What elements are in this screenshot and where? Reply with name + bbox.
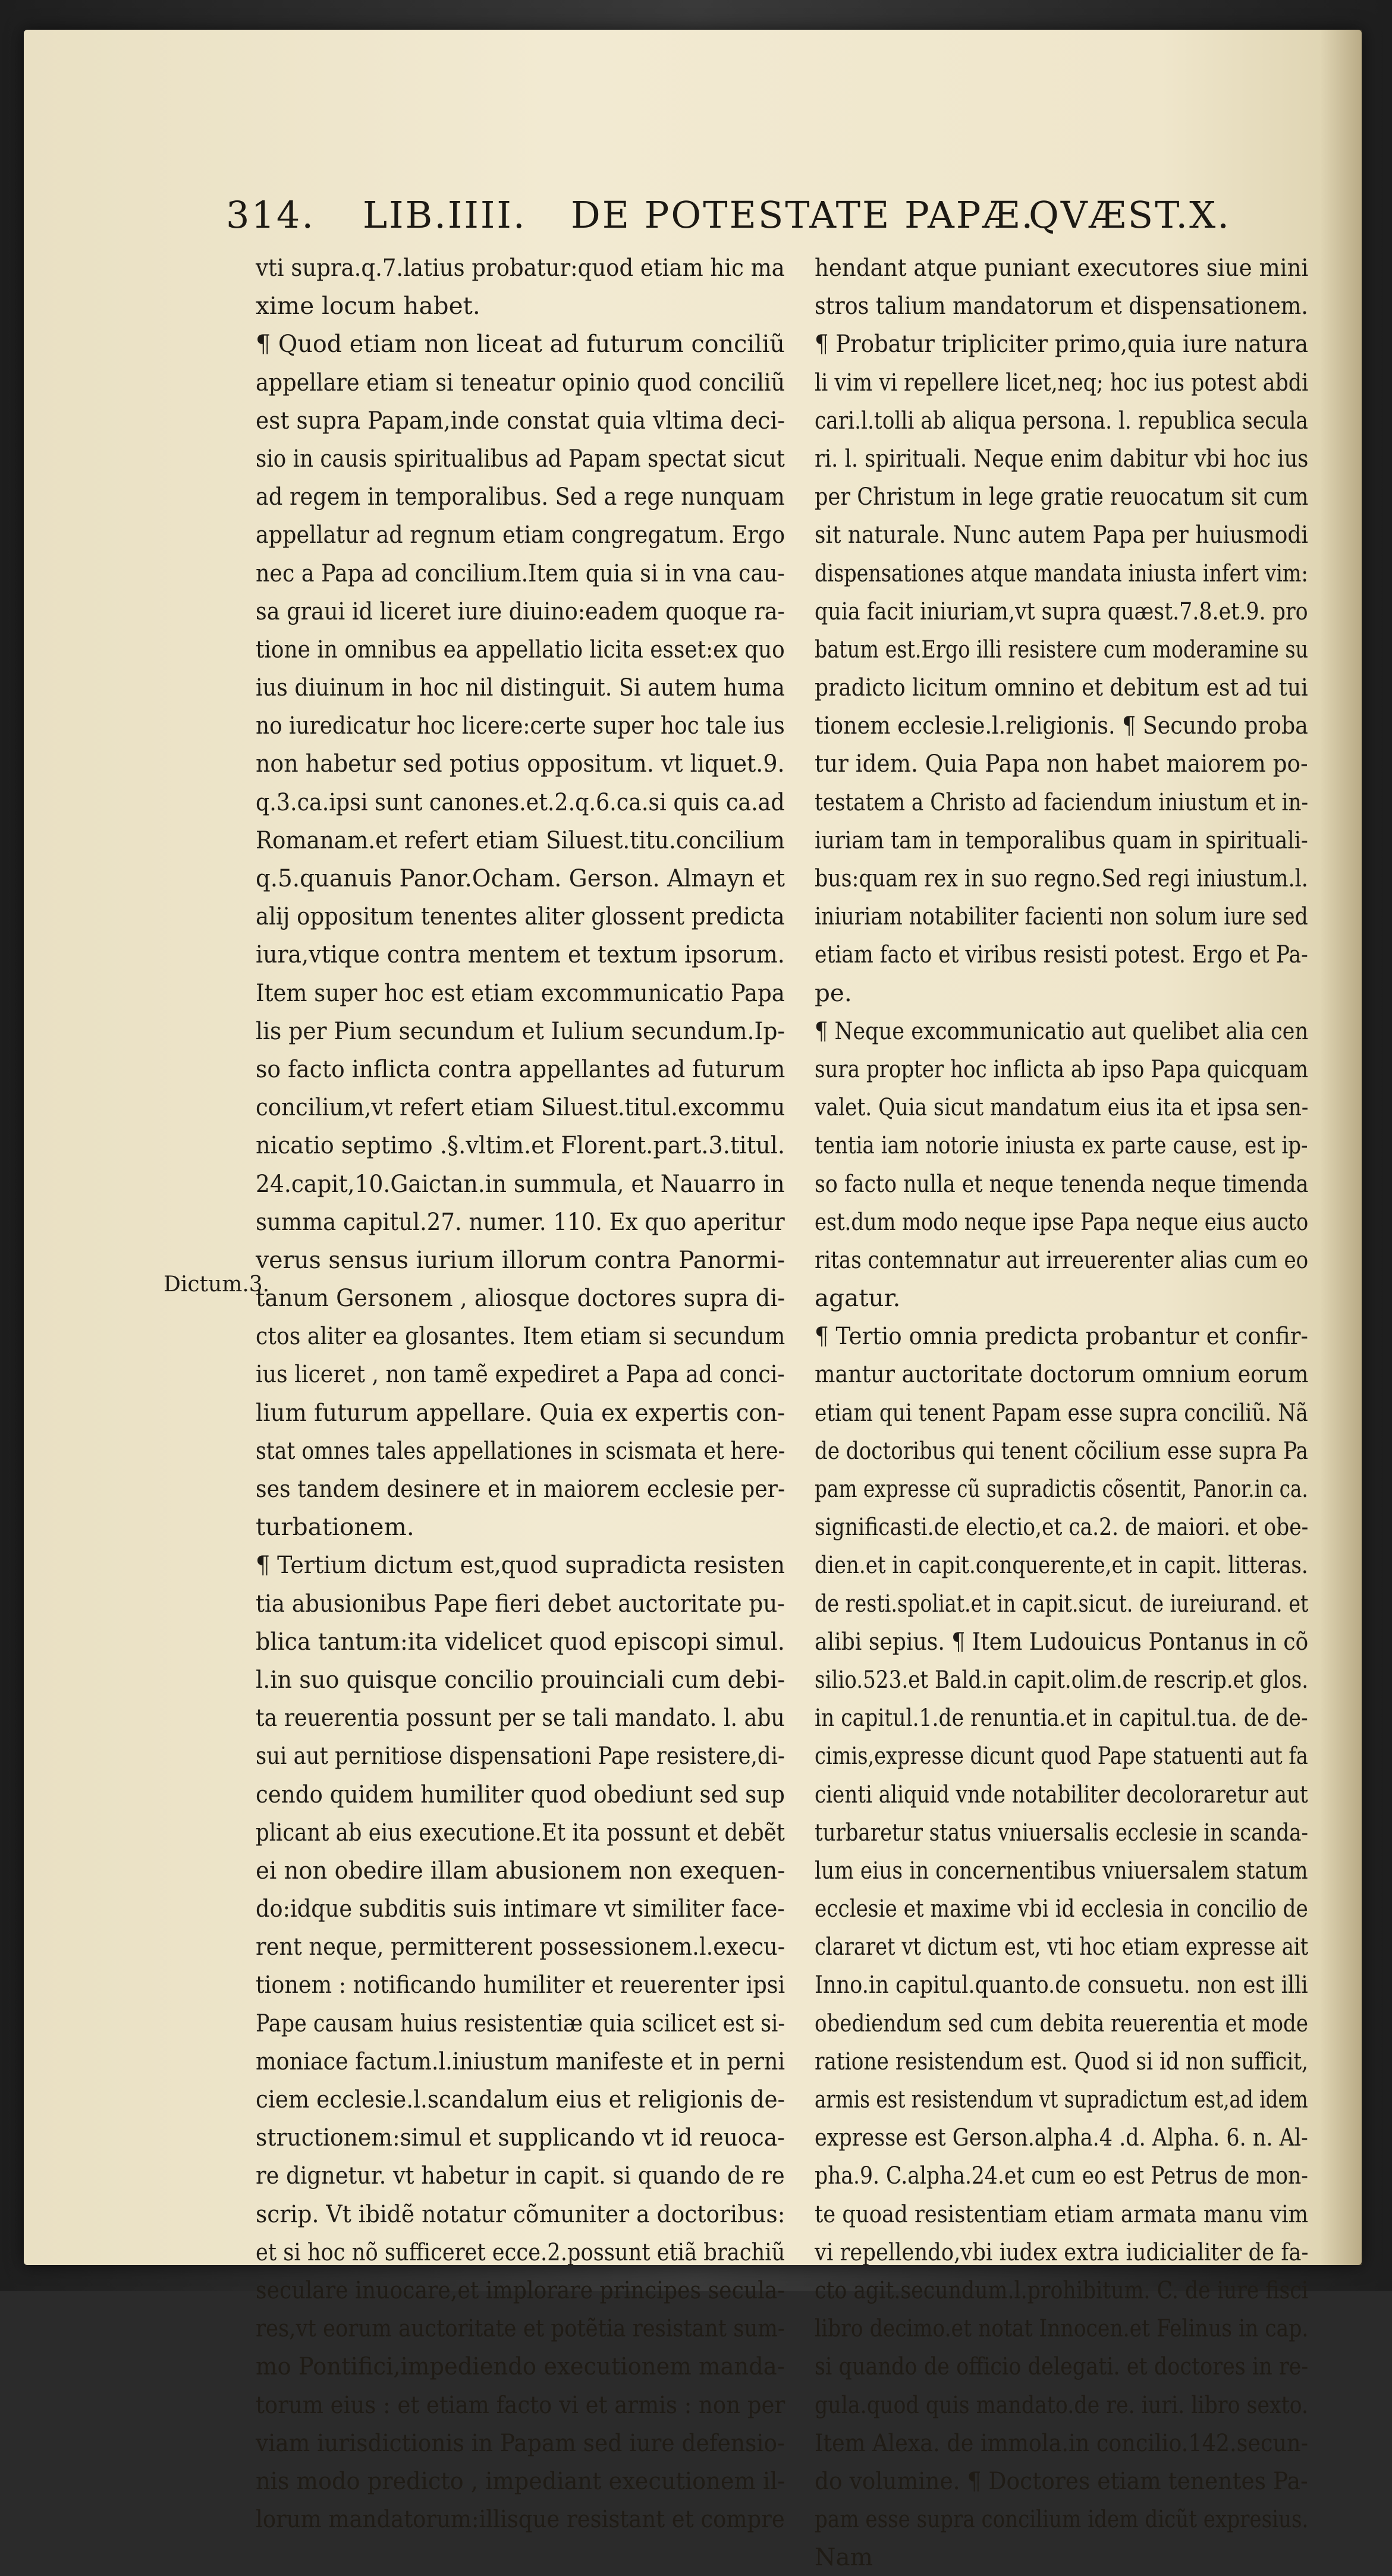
text-line: mantur auctoritate doctorum omnium eorum <box>815 1360 1309 1389</box>
text-line: sura propter hoc inflicta ab ipso Papa quicquam <box>815 1054 1308 1083</box>
text-line: structionem:simul et supplicando vt id reuoca- <box>256 2123 785 2152</box>
text-line: ei non obedire illam abusionem non exequen- <box>256 1855 785 1885</box>
running-title: DE POTESTATE PAPÆ. <box>571 193 1035 237</box>
text-line: ¶ Tertium dictum est,quod supradicta resisten <box>256 1550 785 1580</box>
text-line: iura,vtique contra mentem et textum ipsorum. <box>256 940 785 969</box>
text-line: expresse est Gerson.alpha.4 .d. Alpha. 6. n. Al- <box>815 2123 1308 2152</box>
text-line: gula.quod quis mandato.de re. iuri. libro sexto. <box>815 2390 1309 2419</box>
text-line: alibi sepius. ¶ Item Ludouicus Pontanus in cõ <box>815 1627 1309 1656</box>
text-line: ses tandem desinere et in maiorem ecclesie per- <box>256 1474 785 1503</box>
text-line: sit naturale. Nunc autem Papa per huiusmodi <box>815 520 1308 549</box>
text-line: ratione resistendum est. Quod si id non sufficit, <box>815 2046 1308 2075</box>
text-line: testatem a Christo ad faciendum iniustum et in- <box>815 787 1309 816</box>
text-line: appellare etiam si teneatur opinio quod conciliũ <box>256 367 785 397</box>
text-line: li vim vi repellere licet,neq; hoc ius potest abdi <box>815 367 1309 397</box>
text-line: do volumine. ¶ Doctores etiam tenentes Pa- <box>815 2466 1308 2495</box>
text-line: seculare inuocare,et implorare principes secula- <box>256 2275 785 2304</box>
text-line: sui aut pernitiose dispensationi Pape resistere,di- <box>256 1741 785 1770</box>
text-line: sio in causis spiritualibus ad Papam spectat sicut <box>256 444 785 473</box>
text-line: Inno.in capitul.quanto.de consuetu. non est illi <box>815 1970 1308 1999</box>
text-line: blica tantum:ita videlicet quod episcopi simul. <box>256 1627 785 1656</box>
text-line: ¶ Neque excommunicatio aut quelibet alia cen <box>815 1016 1309 1045</box>
text-line: turbationem. <box>256 1512 414 1542</box>
text-line: tionem ecclesie.l.religionis. ¶ Secundo proba <box>815 711 1308 740</box>
text-line: moniace factum.l.iniustum manifeste et in perni <box>256 2046 785 2075</box>
text-line: clararet vt dictum est, vti hoc etiam expresse ait <box>815 1932 1309 1961</box>
text-line: valet. Quia sicut mandatum eius ita et ipsa sen- <box>815 1093 1309 1122</box>
text-line: vti supra.q.7.latius probatur:quod etiam hic ma <box>256 253 785 282</box>
text-line: tentia iam notorie iniusta ex parte cause, est ip- <box>815 1131 1308 1160</box>
text-line: ctos aliter ea glosantes. Item etiam si secundum <box>256 1322 785 1351</box>
text-line: iniuriam notabiliter facienti non solum iure sed <box>815 902 1308 931</box>
text-line: ius liceret , non tamẽ expediret a Papa ad conci- <box>256 1360 785 1389</box>
text-line: nicatio septimo .§.vltim.et Florent.part.3.titul. <box>256 1131 785 1160</box>
left-text-column <box>256 249 785 2538</box>
text-line: tia abusionibus Pape fieri debet auctoritate pu- <box>256 1589 785 1618</box>
margin-note: Dictum.3. <box>164 1272 270 1297</box>
text-line: ¶ Quod etiam non liceat ad futurum conciliũ <box>256 329 785 358</box>
text-line: ius diuinum in hoc nil distinguit. Si autem huma <box>256 673 785 702</box>
text-line: re dignetur. vt habetur in capit. si quando de re <box>256 2161 785 2190</box>
text-line: non habetur sed potius oppositum. vt liquet.9. <box>256 749 785 778</box>
text-line: plicant ab eius executione.Et ita possunt et debẽt <box>256 1817 785 1847</box>
text-line: so facto nulla et neque tenenda neque timenda <box>815 1169 1309 1198</box>
text-line: ritas contemnatur aut irreuerenter alias cum eo <box>815 1245 1309 1274</box>
text-line: cari.l.tolli ab aliqua persona. l. republica secula <box>815 405 1308 435</box>
text-line: tanum Gersonem , aliosque doctores supra di- <box>256 1284 785 1313</box>
text-line: res,vt eorum auctoritate et potẽtia resistant sum- <box>256 2314 785 2343</box>
text-line: libro decimo.et notat Innocen.et Felinus in cap. <box>815 2314 1309 2343</box>
text-line: iuriam tam in temporalibus quam in spirituali- <box>815 825 1308 854</box>
text-line: pradicto licitum omnino et debitum est ad tui <box>815 673 1308 702</box>
text-line: dispensationes atque mandata iniusta infert vim: <box>815 558 1308 587</box>
text-line: ecclesie et maxime vbi id ecclesia in concilio de <box>815 1894 1308 1923</box>
text-line: obediendum sed cum debita reuerentia et mode <box>815 2008 1308 2037</box>
text-line: etiam qui tenent Papam esse supra conciliũ. Nã <box>815 1398 1308 1427</box>
text-line: Pape causam huius resistentiæ quia scilicet est si- <box>256 2008 785 2037</box>
text-line: de resti.spoliat.et in capit.sicut. de iureiurand. et <box>815 1589 1309 1618</box>
running-header <box>226 193 1231 241</box>
text-line: 24.capit,10.Gaictan.in summula, et Nauarro in <box>256 1169 785 1198</box>
text-line: dien.et in capit.conquerente,et in capit. litteras. <box>815 1550 1308 1580</box>
text-line: do:idque subditis suis intimare vt similiter face- <box>256 1894 785 1923</box>
text-line: xime locum habet. <box>256 291 480 320</box>
text-line: turbaretur status vniuersalis ecclesie in scanda- <box>815 1817 1308 1847</box>
text-line: etiam facto et viribus resisti potest. Ergo et Pa- <box>815 940 1308 969</box>
text-line: vi repellendo,vbi iudex extra iudicialiter de fa- <box>815 2237 1309 2266</box>
right-text-column <box>815 249 1308 2576</box>
text-line: ¶ Tertio omnia predicta probantur et confir- <box>815 1322 1309 1351</box>
text-line: nec a Papa ad concilium.Item quia si in vna cau- <box>256 558 785 587</box>
text-line: est supra Papam,inde constat quia vltima deci- <box>256 405 785 435</box>
text-line: et si hoc nõ sufficeret ecce.2.possunt etiã brachiũ <box>256 2237 785 2266</box>
text-line: lis per Pium secundum et Iulium secundum.Ip- <box>256 1016 785 1045</box>
text-line: cto agit.secundum.l.prohibitum. C. de iure fisci <box>815 2275 1308 2304</box>
text-line: verus sensus iurium illorum contra Panormi- <box>256 1245 785 1274</box>
text-line: ad regem in temporalibus. Sed a rege nunquam <box>256 482 785 511</box>
text-line: mo Pontifici,impediendo executionem manda- <box>256 2352 785 2381</box>
text-line: stat omnes tales appellationes in scismata et here- <box>256 1436 785 1465</box>
text-line: q.3.ca.ipsi sunt canones.et.2.q.6.ca.si quis ca.ad <box>256 787 785 816</box>
text-line: tionem : notificando humiliter et reuerenter ipsi <box>256 1970 785 1999</box>
text-line: rent neque, permitterent possessionem.l.execu- <box>256 1932 785 1961</box>
text-line: Item super hoc est etiam excommunicatio Papa <box>256 978 785 1007</box>
text-line: si quando de officio delegati. et doctores in re- <box>815 2352 1309 2381</box>
text-line: bus:quam rex in suo regno.Sed regi iniustum.l. <box>815 864 1308 892</box>
text-line: ciem ecclesie.l.scandalum eius et religionis de- <box>256 2085 785 2113</box>
text-line: ta reuerentia possunt per se tali mandato. l. abu <box>256 1703 785 1732</box>
text-line: pe. <box>815 978 852 1007</box>
text-line: appellatur ad regnum etiam congregatum. Ergo <box>256 520 785 549</box>
text-line: Romanam.et refert etiam Siluest.titu.concilium <box>256 825 785 854</box>
text-line: nis modo predicto , impediant executionem il- <box>256 2466 785 2495</box>
page-number: 314. <box>226 193 316 237</box>
text-line: ri. l. spirituali. Neque enim dabitur vbi hoc ius <box>815 444 1309 473</box>
text-line: q.5.quanuis Panor.Ocham. Gerson. Almayn et <box>256 864 785 892</box>
text-line: significasti.de electio,et ca.2. de maiori. et obe- <box>815 1512 1309 1542</box>
quaestio-number: QVÆST.X. <box>1029 193 1231 237</box>
text-line: Nam <box>815 2543 873 2572</box>
text-line: quia facit iniuriam,vt supra quæst.7.8.et.9. pro <box>815 596 1308 625</box>
text-line: pam expresse cũ supradictis cõsentit, Panor.in ca. <box>815 1474 1308 1503</box>
text-line: armis est resistendum vt supradictum est,ad idem <box>815 2085 1308 2113</box>
text-line: stros talium mandatorum et dispensationem. <box>815 291 1308 320</box>
text-line: pha.9. C.alpha.24.et cum eo est Petrus de mon- <box>815 2161 1308 2190</box>
text-line: lorum mandatorum:illisque resistant et compre <box>256 2505 785 2534</box>
text-line: no iuredicatur hoc licere:certe super hoc tale ius <box>256 711 785 740</box>
page-gutter-shadow <box>1320 30 1362 2265</box>
text-line: tur idem. Quia Papa non habet maiorem po- <box>815 749 1308 778</box>
text-line: silio.523.et Bald.in capit.olim.de rescrip.et glos. <box>815 1665 1309 1694</box>
text-line: l.in suo quisque concilio prouinciali cum debi- <box>256 1665 785 1694</box>
book-number: LIB.IIII. <box>363 193 527 237</box>
text-line: per Christum in lege gratie reuocatum sit cum <box>815 482 1309 511</box>
text-line: te quoad resistentiam etiam armata manu vim <box>815 2199 1309 2228</box>
text-line: hendant atque puniant executores siue mini <box>815 253 1309 282</box>
text-line: lum eius in concernentibus vniuersalem statum <box>815 1855 1308 1885</box>
text-line: cienti aliquid vnde notabiliter decoloraretur aut <box>815 1779 1308 1808</box>
text-line: viam iurisdictionis in Papam sed iure defensio- <box>256 2428 785 2457</box>
text-line: summa capitul.27. numer. 110. Ex quo aperitur <box>256 1207 785 1236</box>
text-line: torum eius : et etiam facto vi et armis : non per <box>256 2390 785 2419</box>
text-line: pam esse supra concilium idem dicũt expresius. <box>815 2505 1309 2534</box>
text-line: alij oppositum tenentes aliter glossent predicta <box>256 902 785 931</box>
text-line: de doctoribus qui tenent cõcilium esse supra Pa <box>815 1436 1308 1465</box>
text-line: batum est.Ergo illi resistere cum moderamine su <box>815 634 1309 663</box>
text-line: est.dum modo neque ipse Papa neque eius aucto <box>815 1207 1309 1236</box>
text-line: concilium,vt refert etiam Siluest.titul.excommu <box>256 1093 785 1122</box>
text-line: lium futurum appellare. Quia ex expertis con- <box>256 1398 785 1427</box>
text-line: scrip. Vt ibidẽ notatur cõmuniter a doctoribus: <box>256 2199 785 2228</box>
text-line: agatur. <box>815 1284 901 1313</box>
text-line: cimis,expresse dicunt quod Pape statuenti aut fa <box>815 1741 1308 1770</box>
text-line: cendo quidem humiliter quod obediunt sed sup <box>256 1779 785 1808</box>
text-line: tione in omnibus ea appellatio licita esset:ex quo <box>256 634 785 663</box>
text-line: so facto inflicta contra appellantes ad futurum <box>256 1054 785 1083</box>
text-line: ¶ Probatur tripliciter primo,quia iure natura <box>815 329 1309 358</box>
text-line: Item Alexa. de immola.in concilio.142.secun- <box>815 2428 1308 2457</box>
text-line: in capitul.1.de renuntia.et in capitul.tua. de de- <box>815 1703 1308 1732</box>
text-line: sa graui id liceret iure diuino:eadem quoque ra- <box>256 596 785 625</box>
